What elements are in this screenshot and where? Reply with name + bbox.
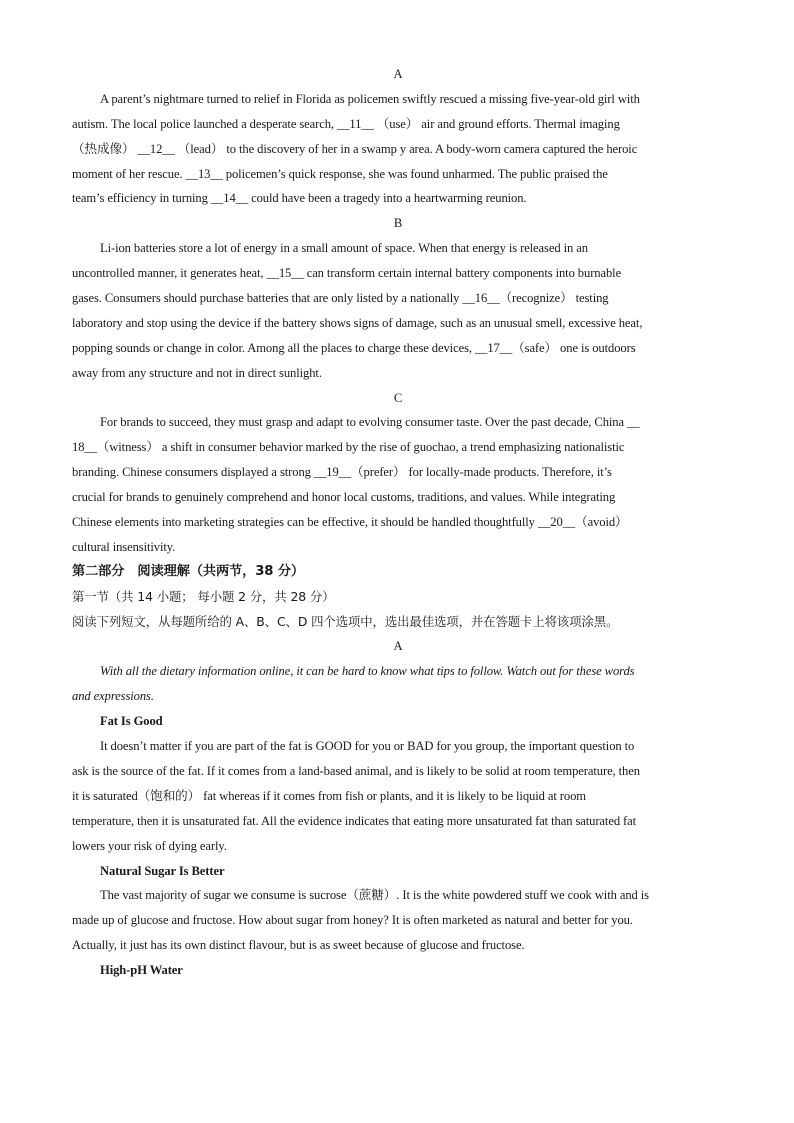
fat-line-1: It doesn’t matter if you are part of the fat is GOOD for you or BAD for you group, the important question to xyxy=(100,739,635,754)
passage-a-line-4: moment of her rescue. __13__ policemen’s quick response, she was found unharmed. The public praised the xyxy=(72,166,608,181)
instruction: 阅读下列短文，从每题所给的 A、B、C、D 四个选项中，选出最佳选项，并在答题卡上将该项涂黑。 xyxy=(72,613,619,629)
sugar-line-3: Actually, it just has its own distinct flavour, but is as sweet because of glucose and fructose. xyxy=(72,938,525,953)
reading-a-letter: A xyxy=(393,639,403,654)
passage-b-line-1: Li-ion batteries store a lot of energy in a small amount of space. When that energy is released in an xyxy=(100,241,588,256)
passage-c-line-4: crucial for brands to genuinely comprehend and honor local customs, traditions, and values. While integrating xyxy=(72,490,616,505)
section1-title: 第一节（共 14 小题； 每小题 2 分，共 28 分） xyxy=(72,588,335,604)
fat-line-5: lowers your risk of dying early. xyxy=(72,838,227,853)
passage-a-line-2: autism. The local police launched a desperate search, __11__ （use） air and ground efforts. Thermal imaging xyxy=(72,116,620,131)
sugar-heading: Natural Sugar Is Better xyxy=(100,863,225,878)
reading-intro-line-1: With all the dietary information online, it can be hard to know what tips to follow. Watch out for these words xyxy=(100,664,635,679)
sugar-line-2: made up of glucose and fructose. How about sugar from honey? It is often marketed as natural and better for you. xyxy=(72,913,633,928)
passage-a-letter: A xyxy=(393,67,403,81)
fat-line-4: temperature, then it is unsaturated fat. All the evidence indicates that eating more unsaturated fat than saturated fat xyxy=(72,813,637,828)
passage-c-line-1: For brands to succeed, they must grasp and adapt to evolving consumer taste. Over the past decade, China __ xyxy=(100,415,640,430)
passage-c-line-5: Chinese elements into marketing strategies can be effective, it should be handled thoughtfully __20__（avoid） xyxy=(72,515,628,530)
passage-c-line-6: cultural insensitivity. xyxy=(72,539,176,554)
fat-line-3: it is saturated（饱和的） fat whereas if it comes from fish or plants, and it is likely to be liquid at room xyxy=(72,788,586,803)
passage-b-line-3: gases. Consumers should purchase batteries that are only listed by a nationally __16__（recognize） testing xyxy=(72,291,609,306)
part2-title: 第二部分 阅读理解（共两节，38 分） xyxy=(72,563,305,579)
passage-b-line-4: laboratory and stop using the device if the battery shows signs of damage, such as an unusual smell, excessive heat, xyxy=(72,315,643,330)
passage-c-line-2: 18__（witness） a shift in consumer behavior marked by the rise of guochao, a trend emphasizing nationalistic xyxy=(72,440,625,455)
passage-b-line-5: popping sounds or change in color. Among all the places to charge these devices, __17__（safe） one is outdoors xyxy=(72,340,636,355)
passage-c-letter: C xyxy=(393,390,403,405)
passage-b-line-6: away from any structure and not in direct sunlight. xyxy=(72,365,322,380)
passage-b-letter: B xyxy=(393,216,403,231)
fat-line-2: ask is the source of the fat. If it comes from a land-based animal, and is likely to be solid at room temperature, then xyxy=(72,763,640,778)
fat-heading: Fat Is Good xyxy=(100,714,163,729)
passage-b-line-2: uncontrolled manner, it generates heat, __15__ can transform certain internal battery components into burnable xyxy=(72,266,622,281)
passage-c-line-3: branding. Chinese consumers displayed a strong __19__（prefer） for locally-made products. Therefore, it’s xyxy=(72,465,612,480)
sugar-line-1: The vast majority of sugar we consume is sucrose（蔗糖）. It is the white powdered stuff we cook with and is xyxy=(100,888,649,903)
passage-a-line-1: A parent’s nightmare turned to relief in Florida as policemen swiftly rescued a missing five-year-old girl with xyxy=(100,91,640,106)
water-heading: High-pH Water xyxy=(100,963,183,978)
passage-a-line-3: （热成像） __12__ （lead） to the discovery of her in a swamp y area. A body-worn camera captured the heroic xyxy=(72,141,638,156)
reading-intro-line-2: and expressions. xyxy=(72,689,154,704)
exam-page xyxy=(72,62,724,983)
passage-a-line-5: team’s efficiency in turning __14__ could have been a tragedy into a heartwarming reunion. xyxy=(72,191,527,206)
